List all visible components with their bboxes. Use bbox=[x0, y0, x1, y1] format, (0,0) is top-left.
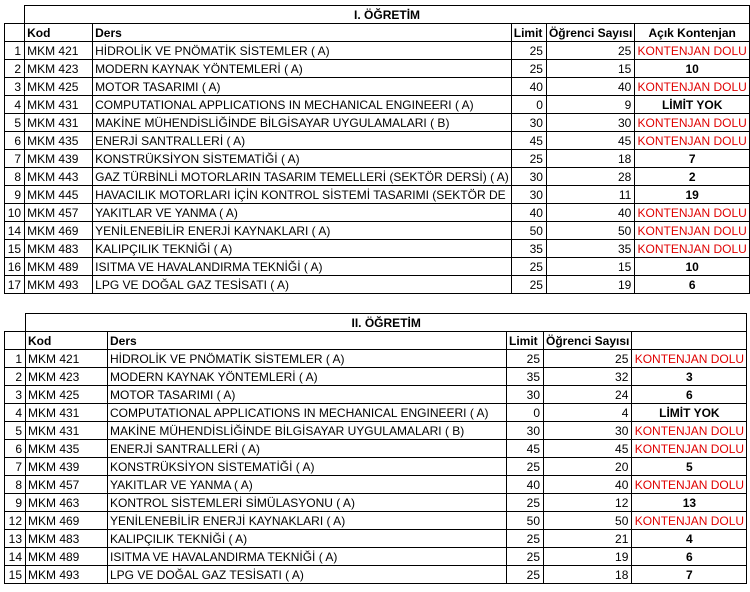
table-row bbox=[5, 350, 747, 368]
student-count: 24 bbox=[544, 386, 632, 404]
open-quota: 7 bbox=[632, 566, 747, 584]
open-quota: 6 bbox=[632, 386, 747, 404]
course-code: MKM 463 bbox=[26, 494, 108, 512]
student-count: 45 bbox=[544, 440, 632, 458]
table-row bbox=[5, 78, 750, 96]
course-code: MKM 493 bbox=[25, 276, 93, 294]
table-row bbox=[5, 530, 747, 548]
row-number: 3 bbox=[5, 386, 26, 404]
student-count: 25 bbox=[546, 42, 634, 60]
second-shift-body bbox=[5, 314, 747, 584]
table-row bbox=[5, 458, 747, 476]
table-row bbox=[5, 476, 747, 494]
row-number: 10 bbox=[5, 204, 25, 222]
open-quota: 3 bbox=[632, 368, 747, 386]
header-limit: Limit bbox=[507, 332, 544, 350]
course-code: MKM 469 bbox=[25, 222, 93, 240]
course-code: MKM 457 bbox=[26, 476, 108, 494]
first-shift-body bbox=[5, 6, 750, 294]
table-row bbox=[5, 222, 750, 240]
limit-value: 25 bbox=[507, 494, 544, 512]
course-name: GAZ TÜRBİNLİ MOTORLARIN TASARIM TEMELLERİ (SEKTÖR DERSİ) ( A) bbox=[93, 168, 512, 186]
course-name: YENİLENEBİLİR ENERJİ KAYNAKLARI ( A) bbox=[108, 512, 507, 530]
table-row bbox=[5, 494, 747, 512]
row-number: 12 bbox=[5, 512, 26, 530]
table-row bbox=[5, 440, 747, 458]
row-number: 14 bbox=[5, 222, 25, 240]
limit-value: 0 bbox=[511, 96, 546, 114]
open-quota: KONTENJAN DOLU bbox=[632, 476, 747, 494]
course-name: MODERN KAYNAK YÖNTEMLERİ ( A) bbox=[108, 368, 507, 386]
student-count: 28 bbox=[546, 168, 634, 186]
course-name: KALIPÇILIK TEKNİĞİ ( A) bbox=[108, 530, 507, 548]
table-title: I. ÖĞRETİM bbox=[25, 6, 750, 24]
limit-value: 30 bbox=[511, 186, 546, 204]
limit-value: 25 bbox=[511, 276, 546, 294]
row-number: 9 bbox=[5, 186, 25, 204]
open-quota: 13 bbox=[632, 494, 747, 512]
table-row bbox=[5, 96, 750, 114]
open-quota: KONTENJAN DOLU bbox=[632, 422, 747, 440]
limit-value: 30 bbox=[507, 386, 544, 404]
open-quota: KONTENJAN DOLU bbox=[635, 42, 750, 60]
table-row bbox=[5, 512, 747, 530]
course-code: MKM 421 bbox=[25, 42, 93, 60]
course-code: MKM 469 bbox=[26, 512, 108, 530]
limit-value: 25 bbox=[507, 566, 544, 584]
open-quota: 7 bbox=[635, 150, 750, 168]
table-row bbox=[5, 186, 750, 204]
student-count: 45 bbox=[546, 132, 634, 150]
limit-value: 0 bbox=[507, 404, 544, 422]
row-number: 4 bbox=[5, 404, 26, 422]
table-row bbox=[5, 42, 750, 60]
header-ders: Ders bbox=[93, 24, 512, 42]
course-name: MOTOR TASARIMI ( A) bbox=[93, 78, 512, 96]
open-quota: 4 bbox=[632, 530, 747, 548]
course-code: MKM 483 bbox=[25, 240, 93, 258]
course-name: KONTROL SİSTEMLERİ SİMÜLASYONU ( A) bbox=[108, 494, 507, 512]
limit-value: 25 bbox=[511, 60, 546, 78]
row-number: 15 bbox=[5, 566, 26, 584]
course-name: HİDROLİK VE PNÖMATİK SİSTEMLER ( A) bbox=[93, 42, 512, 60]
open-quota: KONTENJAN DOLU bbox=[635, 78, 750, 96]
table-row bbox=[5, 132, 750, 150]
course-name: COMPUTATIONAL APPLICATIONS IN MECHANICAL ENGINEERI ( A) bbox=[108, 404, 507, 422]
open-quota: LİMİT YOK bbox=[632, 404, 747, 422]
row-number: 6 bbox=[5, 132, 25, 150]
open-quota: 6 bbox=[632, 548, 747, 566]
table-row bbox=[5, 114, 750, 132]
open-quota: 6 bbox=[635, 276, 750, 294]
course-name: HAVACILIK MOTORLARI İÇİN KONTROL SİSTEMİ TASARIMI (SEKTÖR DE bbox=[93, 186, 512, 204]
open-quota: KONTENJAN DOLU bbox=[635, 240, 750, 258]
course-name: KALIPÇILIK TEKNİĞİ ( A) bbox=[93, 240, 512, 258]
course-code: MKM 493 bbox=[26, 566, 108, 584]
row-number: 5 bbox=[5, 114, 25, 132]
row-number: 6 bbox=[5, 440, 26, 458]
open-quota: KONTENJAN DOLU bbox=[635, 114, 750, 132]
table-row bbox=[5, 168, 750, 186]
limit-value: 25 bbox=[507, 350, 544, 368]
course-code: MKM 439 bbox=[26, 458, 108, 476]
header-limit: Limit bbox=[511, 24, 546, 42]
row-number: 4 bbox=[5, 96, 25, 114]
row-number: 8 bbox=[5, 476, 26, 494]
table-row bbox=[5, 276, 750, 294]
student-count: 18 bbox=[546, 150, 634, 168]
first-shift-table bbox=[4, 5, 750, 294]
table-row bbox=[5, 368, 747, 386]
course-name: MOTOR TASARIMI ( A) bbox=[108, 386, 507, 404]
open-quota: KONTENJAN DOLU bbox=[632, 350, 747, 368]
student-count: 11 bbox=[546, 186, 634, 204]
row-number: 13 bbox=[5, 530, 26, 548]
open-quota: 2 bbox=[635, 168, 750, 186]
course-name: LPG VE DOĞAL GAZ TESİSATI ( A) bbox=[93, 276, 512, 294]
table-title: II. ÖĞRETİM bbox=[26, 314, 747, 332]
table-row bbox=[5, 386, 747, 404]
row-number: 15 bbox=[5, 240, 25, 258]
course-code: MKM 431 bbox=[25, 96, 93, 114]
course-name: ENERJİ SANTRALLERİ ( A) bbox=[93, 132, 512, 150]
course-code: MKM 425 bbox=[26, 386, 108, 404]
table-row bbox=[5, 60, 750, 78]
row-number: 7 bbox=[5, 150, 25, 168]
student-count: 40 bbox=[546, 78, 634, 96]
open-quota: 5 bbox=[632, 458, 747, 476]
table-row bbox=[5, 566, 747, 584]
limit-value: 25 bbox=[507, 530, 544, 548]
header-kod: Kod bbox=[26, 332, 108, 350]
student-count: 50 bbox=[546, 222, 634, 240]
header-ders: Ders bbox=[108, 332, 507, 350]
row-number: 16 bbox=[5, 258, 25, 276]
course-name: YAKITLAR VE YANMA ( A) bbox=[108, 476, 507, 494]
course-name: KONSTRÜKSİYON SİSTEMATİĞİ ( A) bbox=[93, 150, 512, 168]
course-name: KONSTRÜKSİYON SİSTEMATİĞİ ( A) bbox=[108, 458, 507, 476]
course-name: ISITMA VE HAVALANDIRMA TEKNİĞİ ( A) bbox=[108, 548, 507, 566]
row-number: 1 bbox=[5, 350, 26, 368]
limit-value: 40 bbox=[507, 476, 544, 494]
header-acik-kontenjan: Açık Kontenjan bbox=[635, 24, 750, 42]
limit-value: 50 bbox=[511, 222, 546, 240]
student-count: 35 bbox=[546, 240, 634, 258]
header-acik-kontenjan bbox=[632, 332, 747, 350]
student-count: 40 bbox=[544, 476, 632, 494]
open-quota: 19 bbox=[635, 186, 750, 204]
open-quota: KONTENJAN DOLU bbox=[632, 512, 747, 530]
limit-value: 30 bbox=[511, 168, 546, 186]
row-number: 5 bbox=[5, 422, 26, 440]
course-name: COMPUTATIONAL APPLICATIONS IN MECHANICAL ENGINEERI ( A) bbox=[93, 96, 512, 114]
limit-value: 25 bbox=[507, 458, 544, 476]
student-count: 9 bbox=[546, 96, 634, 114]
course-code: MKM 431 bbox=[26, 422, 108, 440]
course-code: MKM 457 bbox=[25, 204, 93, 222]
student-count: 4 bbox=[544, 404, 632, 422]
limit-value: 30 bbox=[511, 114, 546, 132]
course-name: MAKİNE MÜHENDİSLİĞİNDE BİLGİSAYAR UYGULAMALARI ( B) bbox=[93, 114, 512, 132]
header-ogrenci-sayisi: Öğrenci Sayısı bbox=[546, 24, 634, 42]
row-number: 3 bbox=[5, 78, 25, 96]
row-number: 9 bbox=[5, 494, 26, 512]
limit-value: 35 bbox=[511, 240, 546, 258]
limit-value: 40 bbox=[511, 78, 546, 96]
course-code: MKM 439 bbox=[25, 150, 93, 168]
row-number: 2 bbox=[5, 60, 25, 78]
course-name: YENİLENEBİLİR ENERJİ KAYNAKLARI ( A) bbox=[93, 222, 512, 240]
limit-value: 25 bbox=[511, 258, 546, 276]
course-code: MKM 445 bbox=[25, 186, 93, 204]
row-number: 2 bbox=[5, 368, 26, 386]
table-row bbox=[5, 404, 747, 422]
row-number: 14 bbox=[5, 548, 26, 566]
second-shift-table bbox=[4, 313, 747, 584]
course-name: ISITMA VE HAVALANDIRMA TEKNİĞİ ( A) bbox=[93, 258, 512, 276]
student-count: 32 bbox=[544, 368, 632, 386]
student-count: 15 bbox=[546, 258, 634, 276]
limit-value: 30 bbox=[507, 422, 544, 440]
course-name: MAKİNE MÜHENDİSLİĞİNDE BİLGİSAYAR UYGULAMALARI ( B) bbox=[108, 422, 507, 440]
course-name: MODERN KAYNAK YÖNTEMLERİ ( A) bbox=[93, 60, 512, 78]
row-number: 8 bbox=[5, 168, 25, 186]
student-count: 25 bbox=[544, 350, 632, 368]
limit-value: 45 bbox=[507, 440, 544, 458]
student-count: 12 bbox=[544, 494, 632, 512]
student-count: 15 bbox=[546, 60, 634, 78]
table-row bbox=[5, 240, 750, 258]
student-count: 30 bbox=[544, 422, 632, 440]
course-code: MKM 489 bbox=[25, 258, 93, 276]
student-count: 21 bbox=[544, 530, 632, 548]
course-code: MKM 483 bbox=[26, 530, 108, 548]
open-quota: KONTENJAN DOLU bbox=[635, 204, 750, 222]
course-code: MKM 489 bbox=[26, 548, 108, 566]
table-row bbox=[5, 150, 750, 168]
open-quota: 10 bbox=[635, 258, 750, 276]
table-row bbox=[5, 258, 750, 276]
limit-value: 25 bbox=[511, 42, 546, 60]
row-number: 7 bbox=[5, 458, 26, 476]
table-row bbox=[5, 422, 747, 440]
student-count: 19 bbox=[546, 276, 634, 294]
limit-value: 50 bbox=[507, 512, 544, 530]
course-code: MKM 423 bbox=[25, 60, 93, 78]
course-name: ENERJİ SANTRALLERİ ( A) bbox=[108, 440, 507, 458]
limit-value: 25 bbox=[511, 150, 546, 168]
course-code: MKM 431 bbox=[25, 114, 93, 132]
open-quota: LİMİT YOK bbox=[635, 96, 750, 114]
limit-value: 45 bbox=[511, 132, 546, 150]
course-code: MKM 435 bbox=[26, 440, 108, 458]
student-count: 40 bbox=[546, 204, 634, 222]
course-code: MKM 443 bbox=[25, 168, 93, 186]
student-count: 30 bbox=[546, 114, 634, 132]
table-row bbox=[5, 204, 750, 222]
open-quota: KONTENJAN DOLU bbox=[635, 132, 750, 150]
course-code: MKM 431 bbox=[26, 404, 108, 422]
student-count: 50 bbox=[544, 512, 632, 530]
course-code: MKM 421 bbox=[26, 350, 108, 368]
student-count: 19 bbox=[544, 548, 632, 566]
limit-value: 25 bbox=[507, 548, 544, 566]
limit-value: 40 bbox=[511, 204, 546, 222]
course-name: HİDROLİK VE PNÖMATİK SİSTEMLER ( A) bbox=[108, 350, 507, 368]
student-count: 20 bbox=[544, 458, 632, 476]
header-kod: Kod bbox=[25, 24, 93, 42]
student-count: 18 bbox=[544, 566, 632, 584]
open-quota: 10 bbox=[635, 60, 750, 78]
course-name: LPG VE DOĞAL GAZ TESİSATI ( A) bbox=[108, 566, 507, 584]
row-number: 1 bbox=[5, 42, 25, 60]
open-quota: KONTENJAN DOLU bbox=[632, 440, 747, 458]
course-code: MKM 423 bbox=[26, 368, 108, 386]
limit-value: 35 bbox=[507, 368, 544, 386]
open-quota: KONTENJAN DOLU bbox=[635, 222, 750, 240]
row-number: 17 bbox=[5, 276, 25, 294]
course-code: MKM 435 bbox=[25, 132, 93, 150]
table-row bbox=[5, 548, 747, 566]
course-code: MKM 425 bbox=[25, 78, 93, 96]
header-ogrenci-sayisi: Öğrenci Sayısı bbox=[544, 332, 632, 350]
course-name: YAKITLAR VE YANMA ( A) bbox=[93, 204, 512, 222]
